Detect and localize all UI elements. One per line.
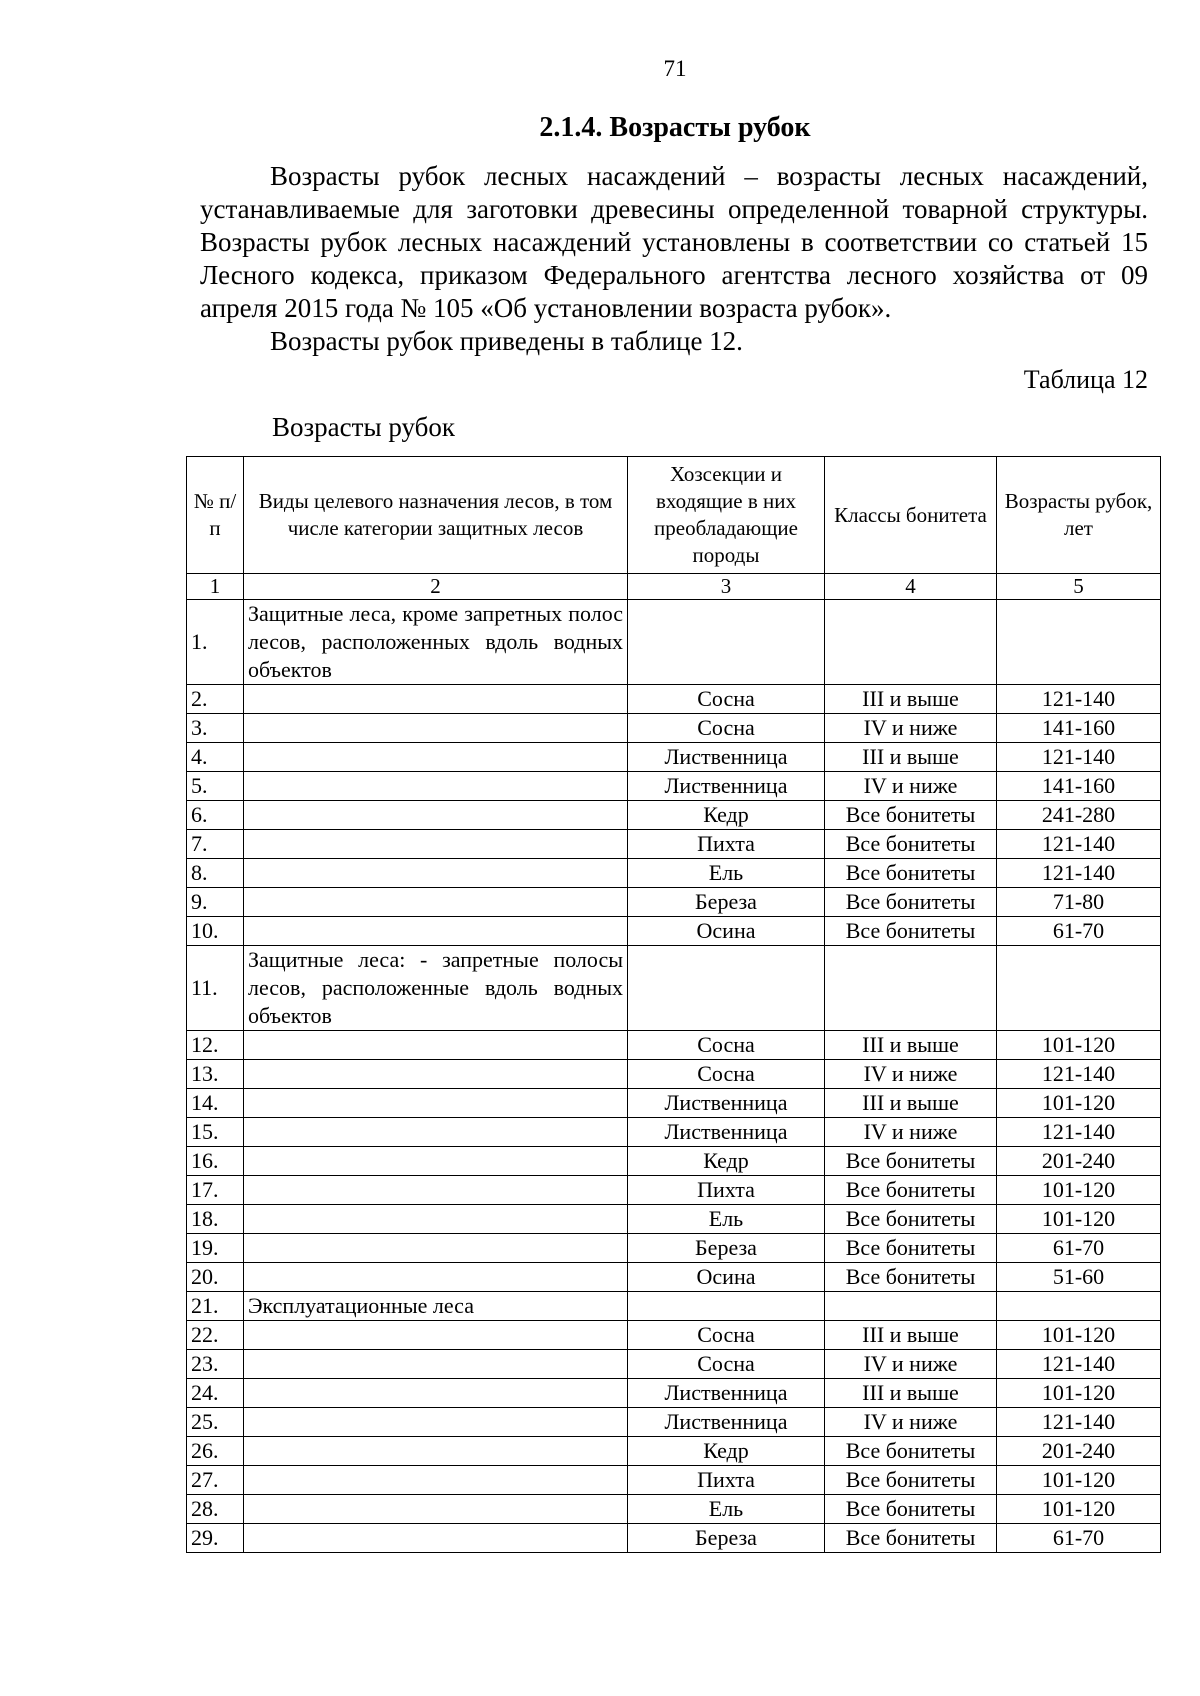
table-row	[187, 1031, 1161, 1060]
table-row	[187, 743, 1161, 772]
row-number-cell: 25.	[187, 1408, 244, 1437]
column-header: Виды целевого назначения лесов, в том числе категории защитных лесов	[244, 457, 628, 574]
bonitet-class-cell: IV и ниже	[825, 1118, 997, 1147]
bonitet-class-cell: IV и ниже	[825, 1350, 997, 1379]
bonitet-class-cell: Все бонитеты	[825, 1437, 997, 1466]
bonitet-class-cell: Все бонитеты	[825, 1205, 997, 1234]
table-row	[187, 859, 1161, 888]
cutting-age-cell: 121-140	[997, 830, 1161, 859]
cutting-age-cell: 121-140	[997, 685, 1161, 714]
cutting-age-cell: 61-70	[997, 1234, 1161, 1263]
forest-purpose-cell	[244, 1147, 628, 1176]
cutting-age-cell	[997, 946, 1161, 1031]
row-number-cell: 27.	[187, 1466, 244, 1495]
bonitet-class-cell: Все бонитеты	[825, 1263, 997, 1292]
column-number: 4	[825, 574, 997, 600]
forest-purpose-cell	[244, 1060, 628, 1089]
cutting-age-cell: 121-140	[997, 1060, 1161, 1089]
column-number: 3	[628, 574, 825, 600]
forest-purpose-cell	[244, 801, 628, 830]
row-number-cell: 26.	[187, 1437, 244, 1466]
bonitet-class-cell	[825, 1292, 997, 1321]
table-name: Возрасты рубок	[272, 412, 455, 442]
table-header-row	[187, 457, 1161, 574]
forest-purpose-cell	[244, 1408, 628, 1437]
table-row	[187, 1205, 1161, 1234]
species-cell: Осина	[628, 1263, 825, 1292]
species-cell: Лиственница	[628, 1089, 825, 1118]
table-row	[187, 1321, 1161, 1350]
table-row	[187, 1379, 1161, 1408]
row-number-cell: 16.	[187, 1147, 244, 1176]
table-row	[187, 714, 1161, 743]
bonitet-class-cell: Все бонитеты	[825, 917, 997, 946]
table-row	[187, 600, 1161, 685]
row-number-cell: 12.	[187, 1031, 244, 1060]
cutting-age-cell: 121-140	[997, 1118, 1161, 1147]
forest-purpose-cell	[244, 1524, 628, 1553]
cutting-age-cell: 121-140	[997, 1408, 1161, 1437]
table-row	[187, 801, 1161, 830]
forest-purpose-cell	[244, 1495, 628, 1524]
page-number: 71	[663, 56, 687, 81]
row-number-cell: 8.	[187, 859, 244, 888]
table-row	[187, 1263, 1161, 1292]
row-number-cell: 14.	[187, 1089, 244, 1118]
bonitet-class-cell: III и выше	[825, 685, 997, 714]
bonitet-class-cell: Все бонитеты	[825, 801, 997, 830]
row-number-cell: 29.	[187, 1524, 244, 1553]
cutting-age-cell: 71-80	[997, 888, 1161, 917]
row-number-cell: 4.	[187, 743, 244, 772]
bonitet-class-cell: Все бонитеты	[825, 1176, 997, 1205]
column-number: 2	[244, 574, 628, 600]
paragraph: Возрасты рубок приведены в таблице 12.	[270, 326, 743, 356]
species-cell: Береза	[628, 1234, 825, 1263]
cutting-age-cell: 101-120	[997, 1089, 1161, 1118]
species-cell: Сосна	[628, 714, 825, 743]
table-row	[187, 917, 1161, 946]
bonitet-class-cell: III и выше	[825, 1089, 997, 1118]
species-cell: Сосна	[628, 1031, 825, 1060]
forest-purpose-cell	[244, 772, 628, 801]
table-row	[187, 1234, 1161, 1263]
bonitet-class-cell	[825, 600, 997, 685]
cutting-age-cell: 201-240	[997, 1147, 1161, 1176]
forest-purpose-cell	[244, 830, 628, 859]
table-row	[187, 1292, 1161, 1321]
row-number-cell: 17.	[187, 1176, 244, 1205]
forest-purpose-cell	[244, 1031, 628, 1060]
forest-purpose-cell	[244, 888, 628, 917]
cutting-age-cell: 101-120	[997, 1205, 1161, 1234]
cutting-age-cell: 121-140	[997, 743, 1161, 772]
cutting-age-cell	[997, 1292, 1161, 1321]
column-header: № п/п	[187, 457, 244, 574]
table-row	[187, 1408, 1161, 1437]
species-cell	[628, 946, 825, 1031]
species-cell: Осина	[628, 917, 825, 946]
body-text	[200, 160, 1148, 358]
cutting-age-cell: 121-140	[997, 1350, 1161, 1379]
table-row	[187, 946, 1161, 1031]
species-cell: Лиственница	[628, 743, 825, 772]
bonitet-class-cell	[825, 946, 997, 1031]
row-number-cell: 7.	[187, 830, 244, 859]
column-number-row	[187, 574, 1161, 600]
row-number-cell: 11.	[187, 946, 244, 1031]
species-cell: Пихта	[628, 830, 825, 859]
table-row	[187, 1147, 1161, 1176]
bonitet-class-cell: Все бонитеты	[825, 1524, 997, 1553]
species-cell: Сосна	[628, 1060, 825, 1089]
bonitet-class-cell: IV и ниже	[825, 714, 997, 743]
cutting-age-cell: 101-120	[997, 1466, 1161, 1495]
row-number-cell: 3.	[187, 714, 244, 743]
forest-purpose-cell	[244, 1321, 628, 1350]
forest-purpose-cell	[244, 1089, 628, 1118]
column-header: Классы бонитета	[825, 457, 997, 574]
bonitet-class-cell: Все бонитеты	[825, 859, 997, 888]
table-row	[187, 772, 1161, 801]
cutting-age-cell: 101-120	[997, 1379, 1161, 1408]
row-number-cell: 13.	[187, 1060, 244, 1089]
forest-purpose-cell	[244, 1176, 628, 1205]
column-header: Возрасты рубок, лет	[997, 457, 1161, 574]
table-row	[187, 888, 1161, 917]
row-number-cell: 20.	[187, 1263, 244, 1292]
cutting-age-cell: 101-120	[997, 1176, 1161, 1205]
table-row	[187, 1060, 1161, 1089]
forest-purpose-cell	[244, 1379, 628, 1408]
column-number: 1	[187, 574, 244, 600]
row-number-cell: 21.	[187, 1292, 244, 1321]
table-row	[187, 1437, 1161, 1466]
species-cell: Береза	[628, 888, 825, 917]
species-cell: Лиственница	[628, 772, 825, 801]
forest-purpose-cell	[244, 1350, 628, 1379]
cutting-age-cell: 201-240	[997, 1437, 1161, 1466]
species-cell	[628, 600, 825, 685]
cutting-age-cell: 101-120	[997, 1495, 1161, 1524]
row-number-cell: 15.	[187, 1118, 244, 1147]
species-cell: Лиственница	[628, 1118, 825, 1147]
row-number-cell: 22.	[187, 1321, 244, 1350]
forest-purpose-cell	[244, 1205, 628, 1234]
forest-purpose-cell	[244, 859, 628, 888]
species-cell: Пихта	[628, 1466, 825, 1495]
section-heading: 2.1.4. Возрасты рубок	[539, 112, 811, 143]
species-cell: Сосна	[628, 1350, 825, 1379]
species-cell: Лиственница	[628, 1408, 825, 1437]
cutting-age-cell: 101-120	[997, 1031, 1161, 1060]
table-row	[187, 1466, 1161, 1495]
bonitet-class-cell: Все бонитеты	[825, 1234, 997, 1263]
row-number-cell: 5.	[187, 772, 244, 801]
table-row	[187, 1495, 1161, 1524]
cutting-age-cell: 141-160	[997, 714, 1161, 743]
species-cell: Кедр	[628, 801, 825, 830]
species-cell: Пихта	[628, 1176, 825, 1205]
bonitet-class-cell: IV и ниже	[825, 1408, 997, 1437]
forest-purpose-cell	[244, 1234, 628, 1263]
bonitet-class-cell: III и выше	[825, 743, 997, 772]
cutting-age-cell	[997, 600, 1161, 685]
bonitet-class-cell: Все бонитеты	[825, 1495, 997, 1524]
cutting-age-cell: 241-280	[997, 801, 1161, 830]
species-cell: Сосна	[628, 1321, 825, 1350]
forest-purpose-cell	[244, 1437, 628, 1466]
bonitet-class-cell: III и выше	[825, 1379, 997, 1408]
forest-purpose-cell	[244, 1466, 628, 1495]
species-cell	[628, 1292, 825, 1321]
row-number-cell: 23.	[187, 1350, 244, 1379]
bonitet-class-cell: Все бонитеты	[825, 830, 997, 859]
species-cell: Лиственница	[628, 1379, 825, 1408]
row-number-cell: 6.	[187, 801, 244, 830]
forest-purpose-cell	[244, 1118, 628, 1147]
table-row	[187, 1118, 1161, 1147]
bonitet-class-cell: IV и ниже	[825, 1060, 997, 1089]
table-caption: Таблица 12	[1023, 365, 1148, 394]
row-number-cell: 1.	[187, 600, 244, 685]
row-number-cell: 10.	[187, 917, 244, 946]
cutting-age-cell: 61-70	[997, 1524, 1161, 1553]
forest-purpose-cell	[244, 685, 628, 714]
cutting-age-cell: 101-120	[997, 1321, 1161, 1350]
forest-purpose-cell: Защитные леса: - запретные полосы лесов, расположенные вдоль водных объектов	[244, 946, 628, 1031]
paragraph: Возрасты рубок лесных насаждений – возрасты лесных насаждений, устанавливаемые для заготовки древесины определенной товарной структуры. Возрасты рубок лесных насаждений установлены в соответствии со статьей 15 Лесного кодекса, приказом Федерального агентства лесного хозяйства от 09 апреля 2015 года № 105 «Об установлении возраста рубок».	[200, 161, 1148, 323]
bonitet-class-cell: III и выше	[825, 1031, 997, 1060]
table-row	[187, 1176, 1161, 1205]
species-cell: Ель	[628, 1495, 825, 1524]
bonitet-class-cell: III и выше	[825, 1321, 997, 1350]
forest-purpose-cell	[244, 714, 628, 743]
forest-purpose-cell: Эксплуатационные леса	[244, 1292, 628, 1321]
cutting-age-cell: 51-60	[997, 1263, 1161, 1292]
column-number: 5	[997, 574, 1161, 600]
column-header: Хозсекции и входящие в них преобладающие породы	[628, 457, 825, 574]
cutting-age-cell: 121-140	[997, 859, 1161, 888]
bonitet-class-cell: Все бонитеты	[825, 888, 997, 917]
bonitet-class-cell: Все бонитеты	[825, 1147, 997, 1176]
table-row	[187, 1350, 1161, 1379]
table-row	[187, 685, 1161, 714]
species-cell: Ель	[628, 1205, 825, 1234]
row-number-cell: 2.	[187, 685, 244, 714]
cutting-age-cell: 141-160	[997, 772, 1161, 801]
species-cell: Береза	[628, 1524, 825, 1553]
row-number-cell: 18.	[187, 1205, 244, 1234]
species-cell: Сосна	[628, 685, 825, 714]
row-number-cell: 19.	[187, 1234, 244, 1263]
forest-purpose-cell: Защитные леса, кроме запретных полос лесов, расположенных вдоль водных объектов	[244, 600, 628, 685]
species-cell: Ель	[628, 859, 825, 888]
row-number-cell: 24.	[187, 1379, 244, 1408]
forest-purpose-cell	[244, 743, 628, 772]
forest-purpose-cell	[244, 917, 628, 946]
row-number-cell: 28.	[187, 1495, 244, 1524]
cutting-ages-table	[186, 456, 1161, 1553]
bonitet-class-cell: IV и ниже	[825, 772, 997, 801]
species-cell: Кедр	[628, 1437, 825, 1466]
table-row	[187, 1089, 1161, 1118]
cutting-age-cell: 61-70	[997, 917, 1161, 946]
table-row	[187, 830, 1161, 859]
table-row	[187, 1524, 1161, 1553]
forest-purpose-cell	[244, 1263, 628, 1292]
row-number-cell: 9.	[187, 888, 244, 917]
bonitet-class-cell: Все бонитеты	[825, 1466, 997, 1495]
species-cell: Кедр	[628, 1147, 825, 1176]
